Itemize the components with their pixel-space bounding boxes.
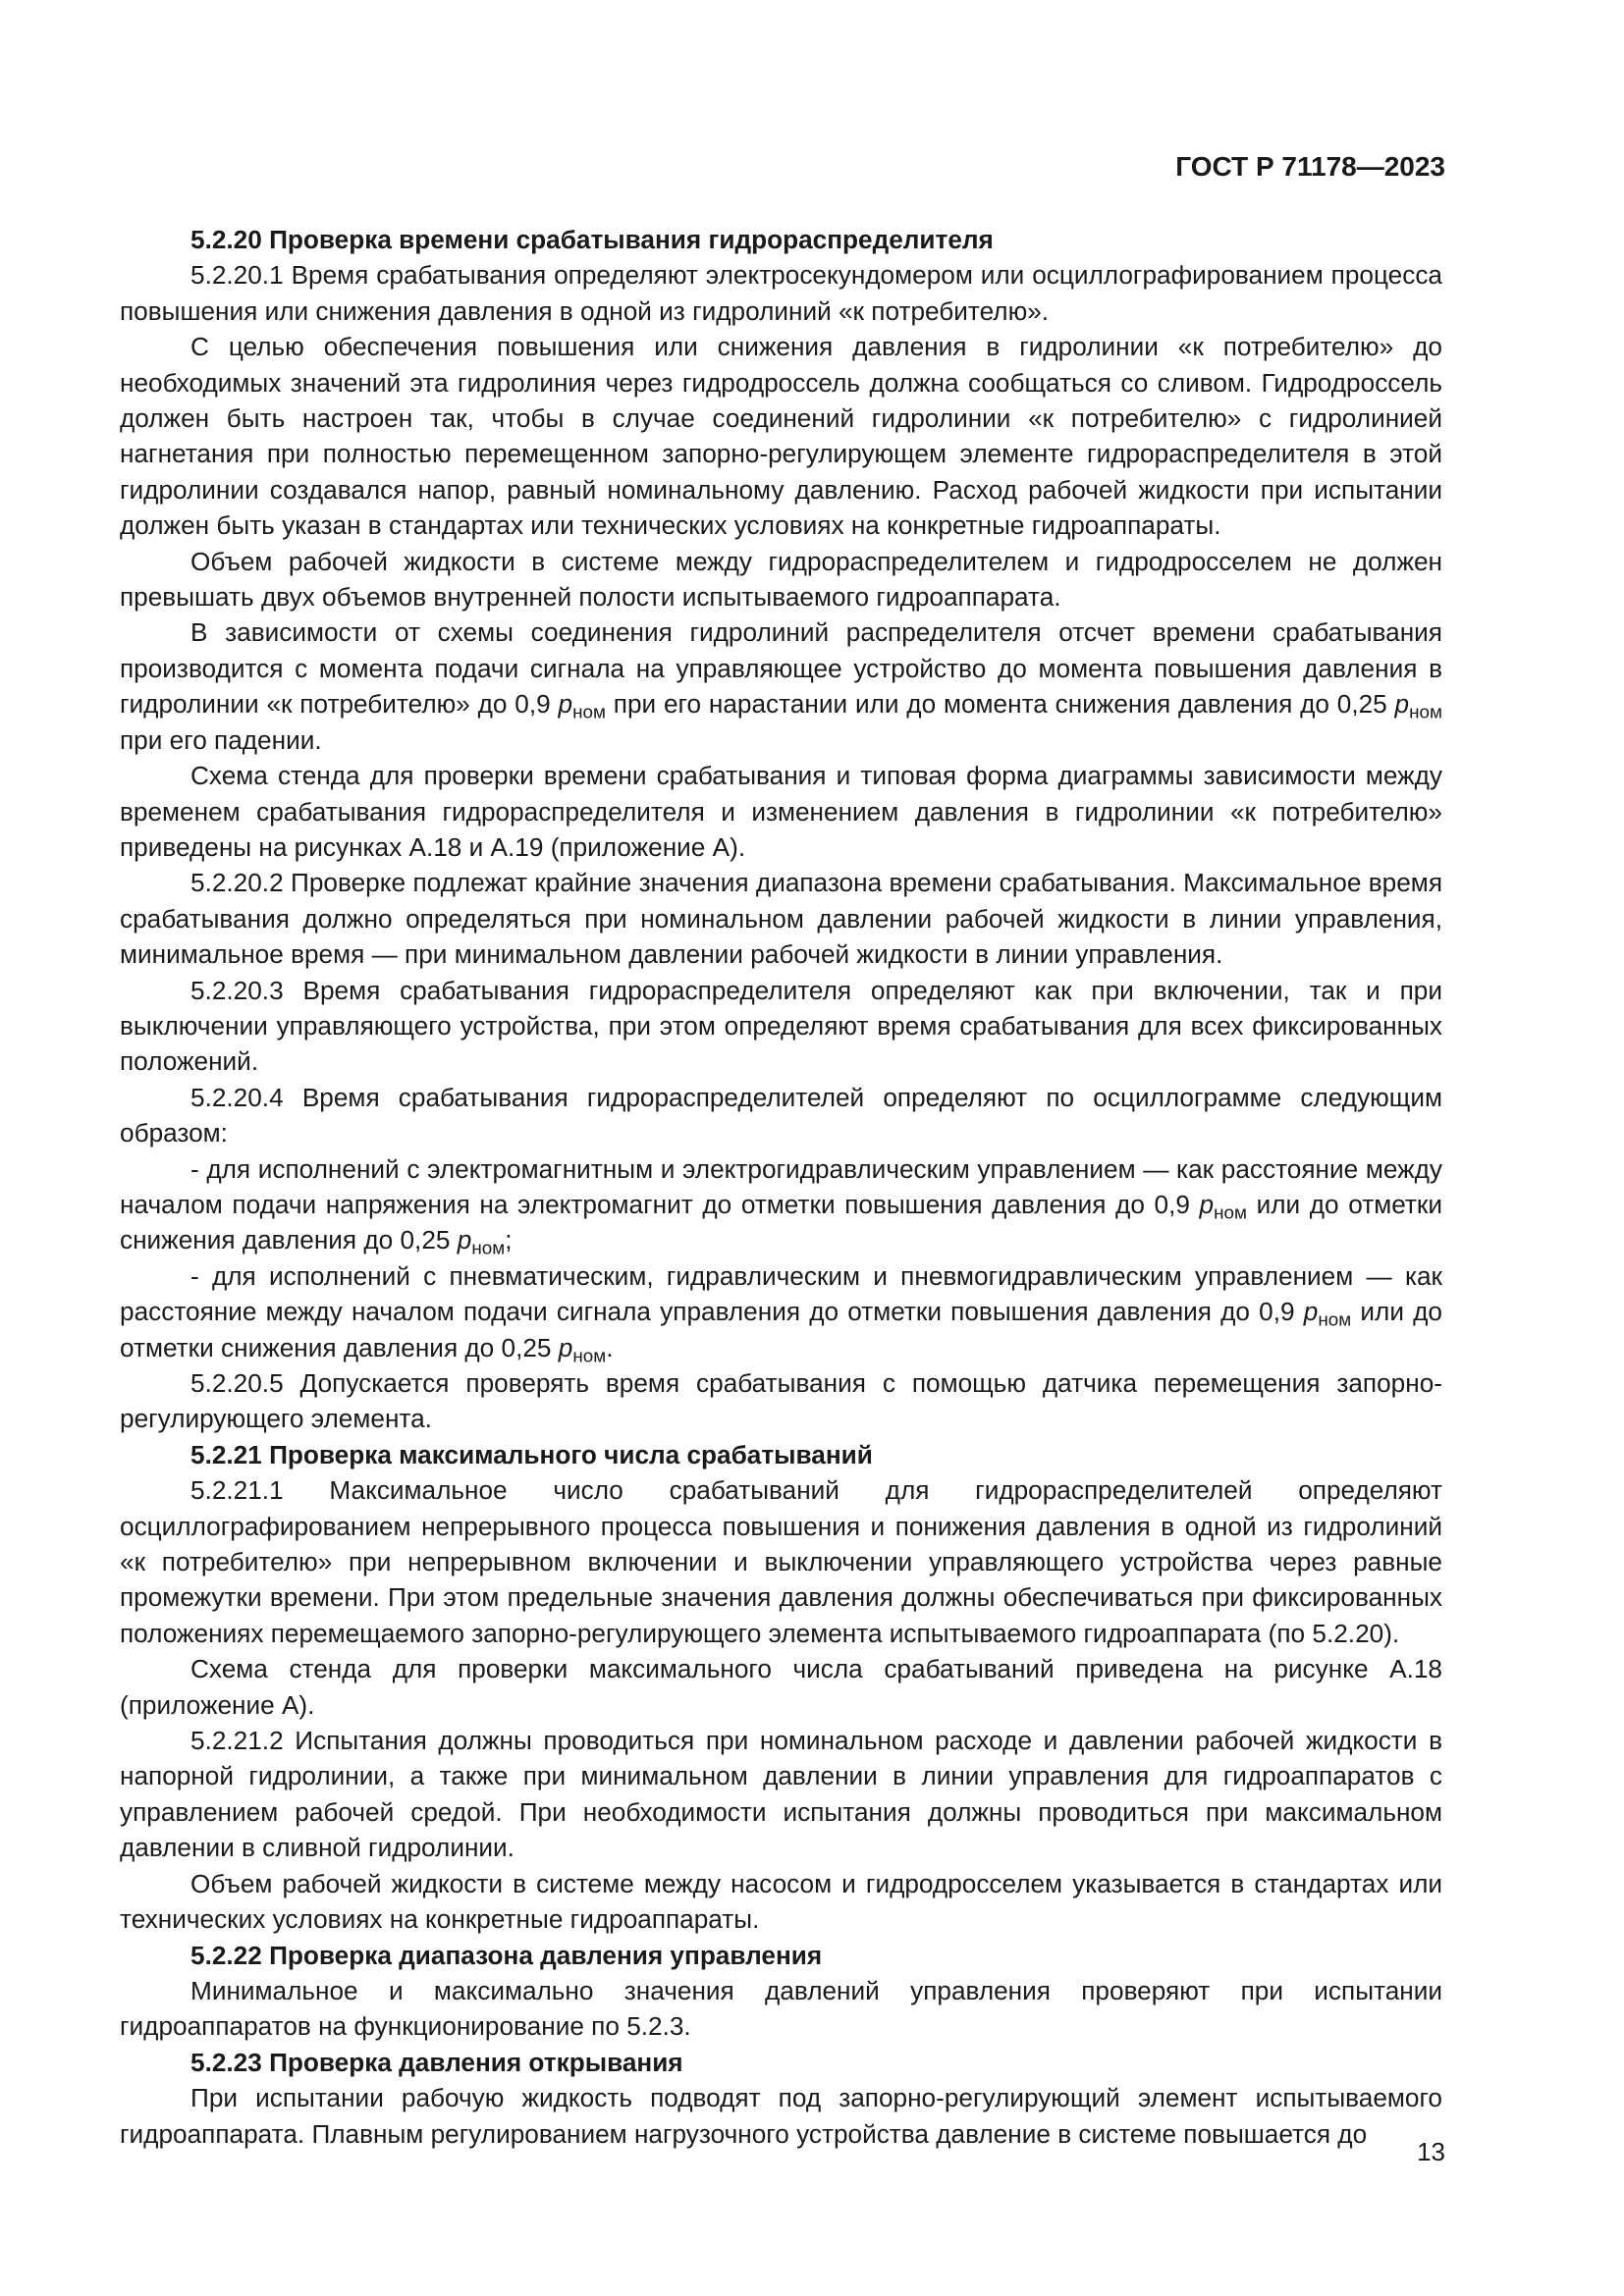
paragraph: При испытании рабочую жидкость подводят под запорно-регулирующий элемент испытываемого гидроаппарата. Плавным регулированием нагрузочного устройства давление в системе повышается до xyxy=(120,2083,1442,2149)
pressure-symbol: p xyxy=(1394,689,1410,720)
pressure-symbol: p xyxy=(1303,1297,1319,1327)
paragraph-5-2-20-5: 5.2.20.5 Допускается проверять время срабатывания с помощью датчика перемещения запорно-регулирующего элемента. xyxy=(120,1368,1442,1434)
paragraph-with-formula: В зависимости от схемы соединения гидролиний распределителя отсчет времени срабатывания производится с момента подачи сигнала на управляющее устройство до момента повышения давления в гидролинии «к потребителю» до 0,9 $p_{ном}$ при его нарастании или до момента снижения давления до 0,25 $p_{ном}$ при его падении. xyxy=(120,617,1442,755)
section-heading-5-2-21: 5.2.21 Проверка максимального числа срабатываний xyxy=(190,1439,873,1469)
subscript-nominal: ном xyxy=(572,1344,607,1365)
subscript-nominal: ном xyxy=(1409,701,1442,722)
subscript-nominal: ном xyxy=(572,701,606,722)
paragraph-5-2-21-1: 5.2.21.1 Максимальное число срабатываний для гидрораспределителей определяют осциллографированием непрерывного процесса повышения и понижения давления в одной из гидролиний «к потребителю» при непрерывном включении и выключении управляющего устройства через равные промежутки времени. При этом предельные значения давления должны обеспечиваться при фиксированных положениях перемещаемого запорно-регулирующего элемента испытываемого гидроаппарата (по 5.2.20). xyxy=(120,1475,1442,1648)
section-heading-5-2-20: 5.2.20 Проверка времени срабатывания гидрораспределителя xyxy=(190,225,994,254)
subscript-nominal: ном xyxy=(1214,1201,1247,1223)
list-item-pneumatic: - для исполнений с пневматическим, гидравлическим и пневмогидравлическим управлением — как расстояние между началом подачи сигнала управления до отметки повышения давления до 0,9 $p_{ном}$ или до отметки снижения давления до 0,25 $p_{ном}$. xyxy=(120,1260,1442,1365)
subscript-nominal: ном xyxy=(1318,1308,1352,1330)
paragraph-5-2-20-2: 5.2.20.2 Проверке подлежат крайние значения диапазона времени срабатывания. Максимальное время срабатывания должно определяться при номинальном давлении рабочей жидкости в линии управления, минимальное время — при минимальном давлении рабочей жидкости в линии управления. xyxy=(120,868,1442,970)
paragraph: Объем рабочей жидкости в системе между насосом и гидродросселем указывается в стандартах или технических условиях на конкретные гидроаппараты. xyxy=(120,1868,1442,1935)
paragraph: С целью обеспечения повышения или снижения давления в гидролинии «к потребителю» до необходимых значений эта гидролиния через гидродроссель должна сообщаться со сливом. Гидродроссель должен быть настроен так, чтобы в случае соединений гидролинии «к потребителю» с гидролинией нагнетания при полностью перемещенном запорно-регулирующем элементе гидрораспределителя в этой гидролинии создавался напор, равный номинальному давлению. Расход рабочей жидкости при испытании должен быть указан в стандартах или технических условиях на конкретные гидроаппараты. xyxy=(120,332,1442,541)
pressure-symbol: p xyxy=(558,689,573,720)
section-heading-5-2-23: 5.2.23 Проверка давления открывания xyxy=(190,2047,683,2077)
section-heading-5-2-22: 5.2.22 Проверка диапазона давления управления xyxy=(190,1940,823,1970)
paragraph: Схема стенда для проверки максимального числа срабатываний приведена на рисунке А.18 (приложение А). xyxy=(120,1654,1442,1720)
paragraph-5-2-20-3: 5.2.20.3 Время срабатывания гидрораспределителя определяют как при включении, так и при выключении управляющего устройства, при этом определяют время срабатывания для всех фиксированных положений. xyxy=(120,975,1442,1077)
paragraph: Схема стенда для проверки времени срабатывания и типовая форма диаграммы зависимости между временем срабатывания гидрораспределителя и изменением давления в гидролинии «к потребителю» приведены на рисунках А.18 и А.19 (приложение А). xyxy=(120,761,1442,862)
paragraph: Объем рабочей жидкости в системе между гидрораспределителем и гидродросселем не должен превышать двух объемов внутренней полости испытываемого гидроаппарата. xyxy=(120,546,1442,613)
paragraph-5-2-21-2: 5.2.21.2 Испытания должны проводиться при номинальном расходе и давлении рабочей жидкости в напорной гидролинии, а также при минимальном давлении в линии управления для гидроаппаратов с управлением рабочей средой. При необходимости испытания должны проводиться при максимальном давлении в сливной гидролинии. xyxy=(120,1726,1442,1863)
pressure-symbol: p xyxy=(1199,1189,1215,1219)
pressure-symbol: p xyxy=(457,1225,472,1255)
paragraph-5-2-20-1: 5.2.20.1 Время срабатывания определяют электросекундомером или осциллографированием процесса повышения или снижения давления в одной из гидролиний «к потребителю». xyxy=(120,260,1442,326)
paragraph: Минимальное и максимально значения давлений управления проверяют при испытании гидроаппаратов на функционирование по 5.2.3. xyxy=(120,1975,1442,2042)
pressure-symbol: p xyxy=(558,1332,573,1362)
paragraph-5-2-20-4: 5.2.20.4 Время срабатывания гидрораспределителей определяют по осциллограмме следующим образом: xyxy=(120,1082,1442,1148)
list-item-electromagnetic: - для исполнений с электромагнитным и электрогидравлическим управлением — как расстояние между началом подачи напряжения на электромагнит до отметки повышения давления до 0,9 $p_{ном}$ или до отметки снижения давления до 0,25 $p_{ном}$; xyxy=(120,1153,1442,1258)
page-number: 13 xyxy=(1417,2137,1445,2166)
subscript-nominal: ном xyxy=(471,1237,506,1258)
document-body xyxy=(120,222,1442,2152)
document-code: ГОСТ Р 71178—2023 xyxy=(1175,151,1445,182)
